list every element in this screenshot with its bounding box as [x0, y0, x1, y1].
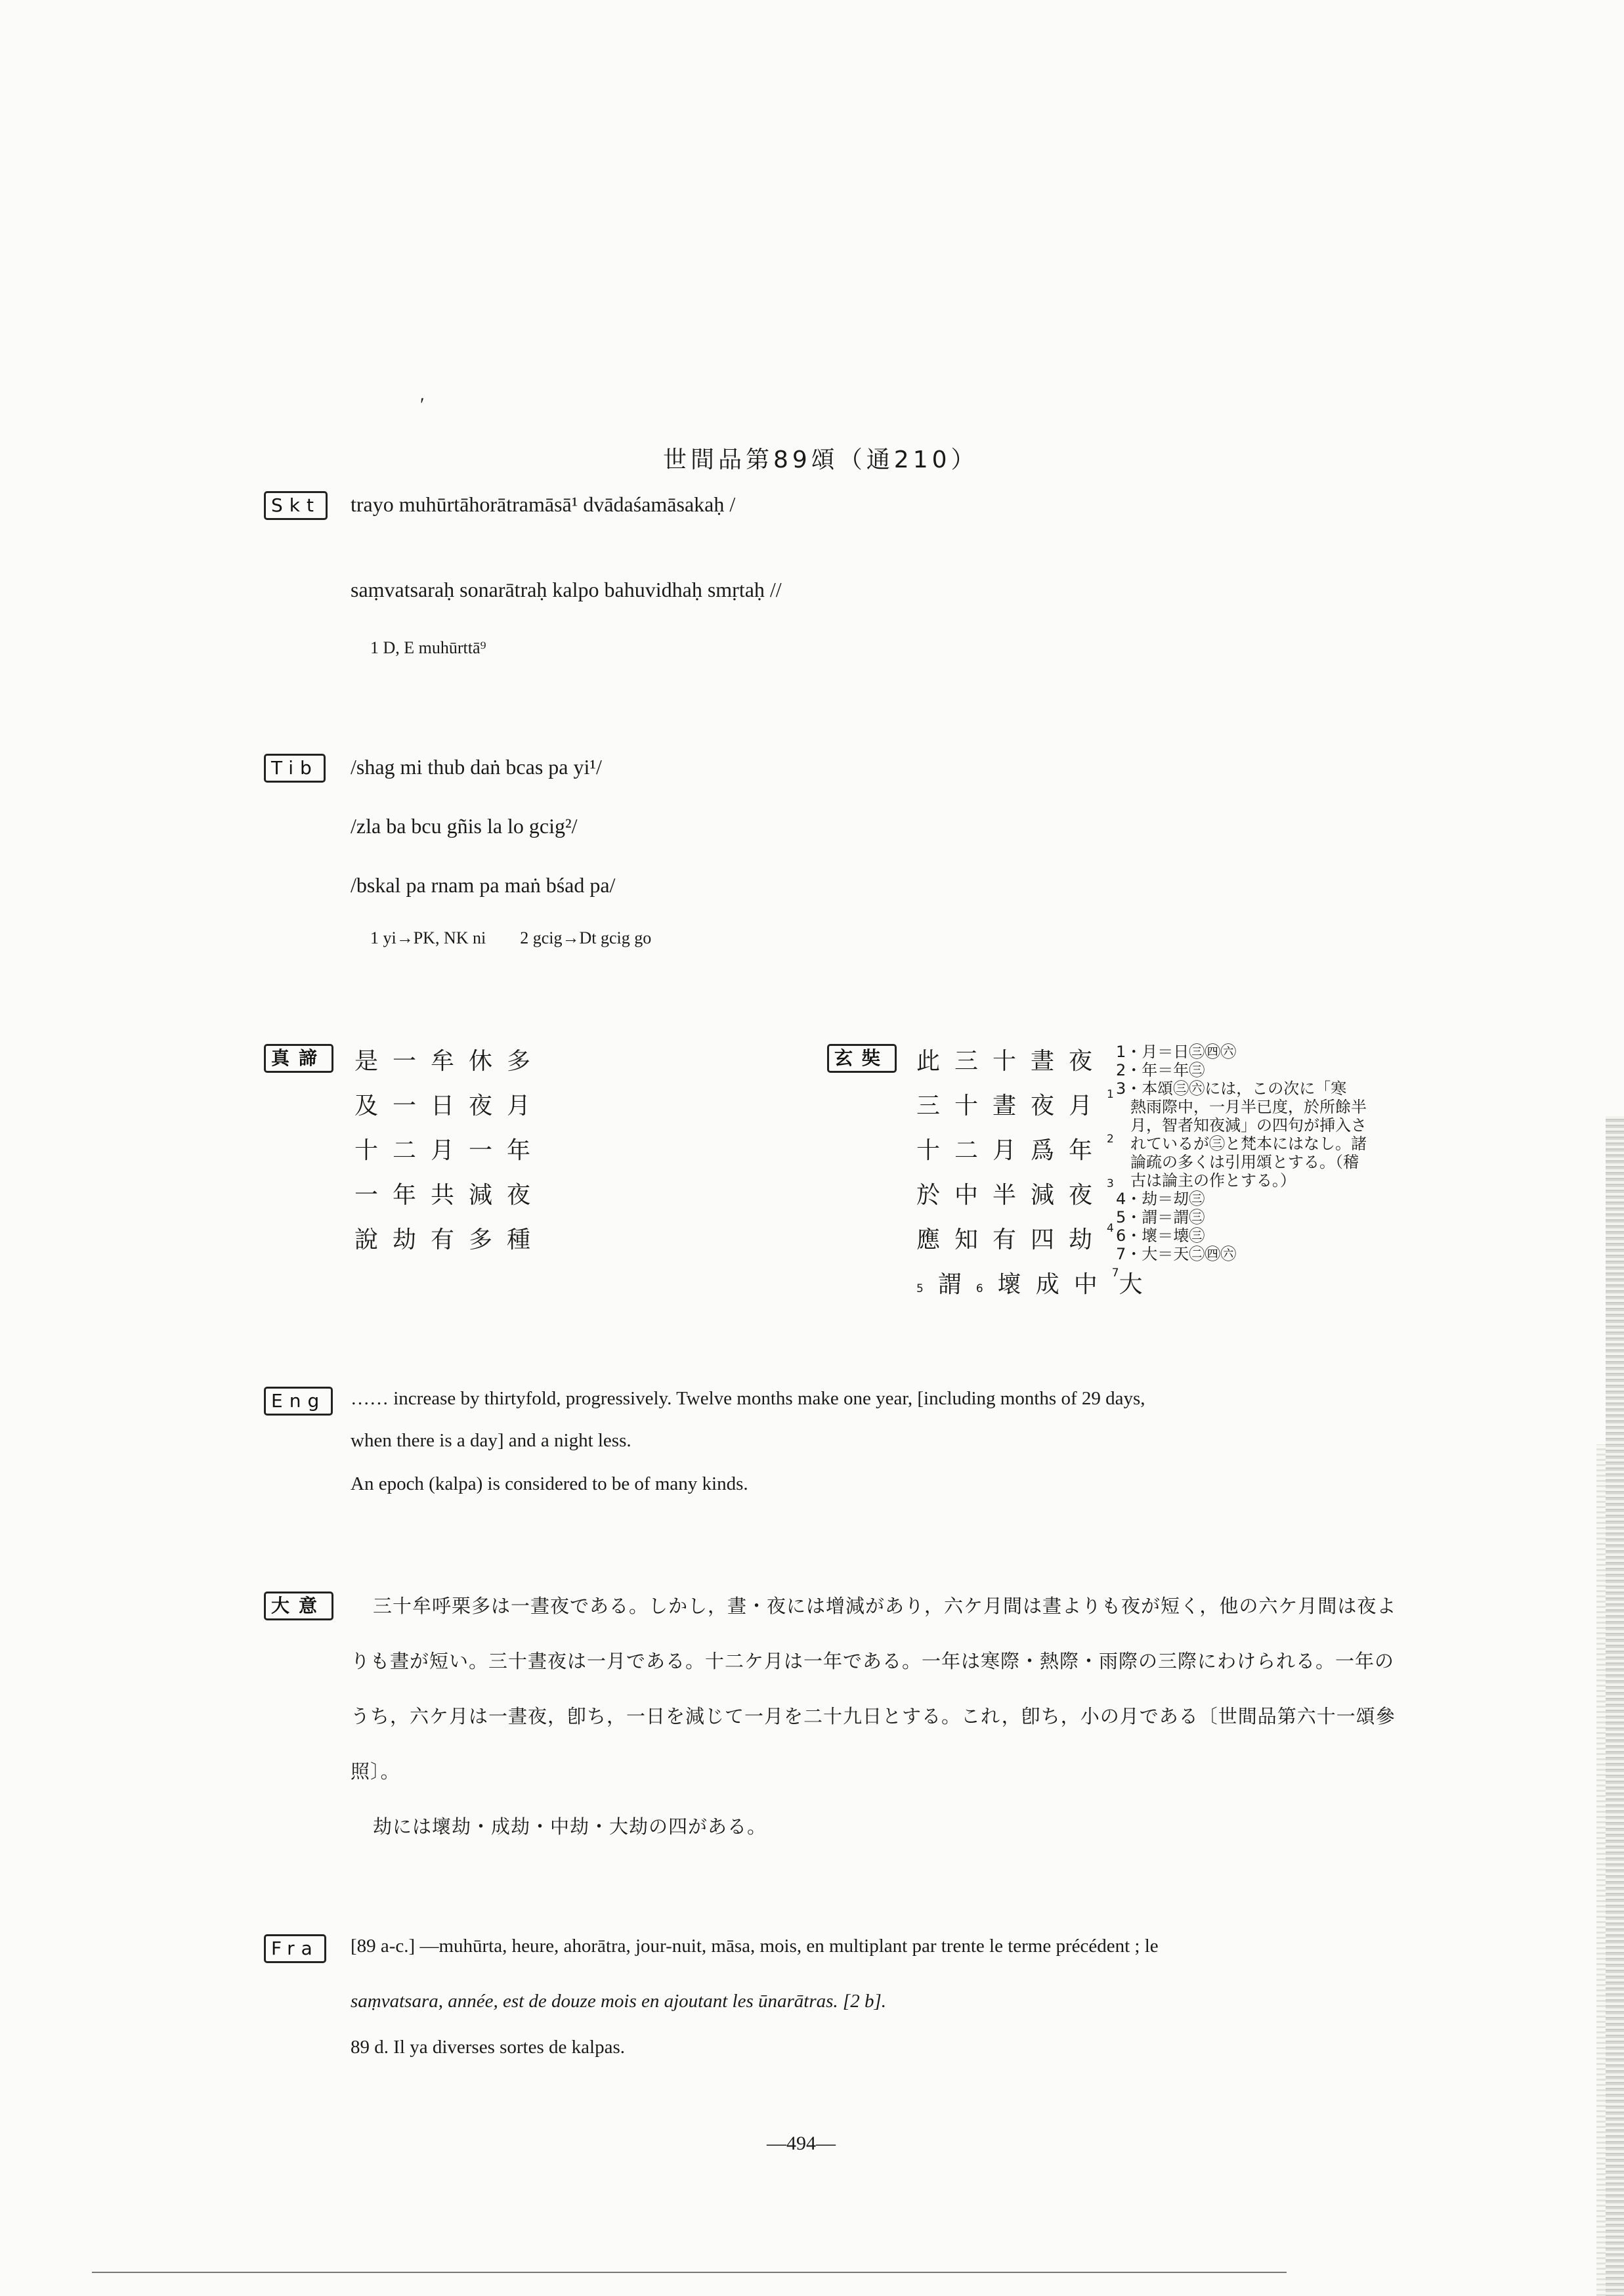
note-ref: 6	[975, 1282, 998, 1295]
skt-note: 1 D, E muhūrttā⁹	[370, 638, 486, 657]
tib-line-3: /bskal pa rnam pa maṅ bśad pa/	[351, 873, 616, 897]
summary-line-5: 劫には壞劫・成劫・中劫・大劫の四がある。	[373, 1815, 767, 1838]
variant-note: 1・月＝日㊂㊃㊅	[1116, 1043, 1237, 1061]
xuanzang-line-1: 此三十晝夜	[916, 1048, 1107, 1075]
variant-note: 2・年＝年㊂	[1116, 1061, 1205, 1079]
variant-note: 論疏の多くは引用頌とする。（稽	[1130, 1153, 1359, 1171]
summary-label: 大意	[264, 1592, 333, 1620]
variant-note: れているが㊂と梵本にはなし。諸	[1130, 1135, 1367, 1153]
tib-line-1: /shag mi thub daṅ bcas pa yi¹/	[351, 755, 602, 779]
xuanzang-line-3: 十二月爲年$^2$	[916, 1133, 1114, 1164]
note-ref: 1	[1107, 1088, 1114, 1101]
variant-notes	[1116, 1043, 1367, 1263]
page-title: 世間品第89頌（通210）	[663, 446, 979, 473]
fra-label: Fra	[264, 1934, 326, 1963]
eng-line-2: when there is a day] and a night less.	[351, 1430, 631, 1451]
skt-line-1: trayo muhūrtāhorātramāsā¹ dvādaśamāsakaḥ /	[351, 492, 736, 516]
paramartha-line-3: 十二月一年	[354, 1137, 545, 1164]
summary-line-3: うち，六ケ月は一晝夜，卽ち，一日を減じて一月を二十九日とする。これ，卽ち，小の月である〔世間品第六十一頌參	[351, 1705, 1396, 1727]
page-number: —494—	[767, 2133, 836, 2154]
xuanzang-line-5: 應知有四劫$^4$	[916, 1222, 1114, 1253]
summary-line-1: 三十牟呼栗多は一晝夜である。しかし，晝・夜には增減があり，六ケ月間は晝よりも夜が短く，他の六ケ月間は夜よ	[373, 1595, 1397, 1617]
skt-line-2: saṃvatsaraḥ sonarātraḥ kalpo bahuvidhaḥ smṛtaḥ //	[351, 578, 782, 601]
variant-note: 熱雨際中，一月半已度，於所餘半	[1130, 1098, 1367, 1116]
note-ref: 7	[1111, 1267, 1119, 1280]
tib-label: Tib	[264, 754, 326, 783]
fra-line-1: [89 a-c.] —muhūrta, heure, ahorātra, jour-nuit, māsa, mois, en multiplant par trente le terme précédent ; le	[351, 1936, 1159, 1957]
note-ref: 5	[916, 1282, 938, 1295]
paramartha-line-4: 一年共減夜	[354, 1182, 545, 1209]
fra-line-3: 89 d. Il ya diverses sortes de kalpas.	[351, 2037, 625, 2058]
variant-note: 7・大＝天㊁㊃㊅	[1116, 1245, 1237, 1263]
xuanzang-line-6: 5謂6壞成中$^7$大	[916, 1267, 1157, 1298]
scan-edge-noise	[1606, 1116, 1624, 2296]
eng-line-3: An epoch (kalpa) is considered to be of many kinds.	[351, 1473, 748, 1494]
fra-line-2: saṃvatsara, année, est de douze mois en ajoutant les ūnarātras. [2 b].	[351, 1991, 886, 2012]
variant-note: 古は論主の作とする。）	[1130, 1171, 1296, 1190]
eng-label: Eng	[264, 1387, 333, 1416]
xuanzang-line-4: 於中半減夜$^3$	[916, 1177, 1114, 1209]
note-ref: 3	[1107, 1177, 1114, 1190]
variant-note: 3・本頌㊂㊅には，この次に「寒	[1116, 1079, 1347, 1098]
skt-label: Skt	[264, 491, 328, 520]
paramartha-label: 真諦	[264, 1044, 333, 1073]
summary-line-2: りも晝が短い。三十晝夜は一月である。十二ケ月は一年である。一年は寒際・熱際・雨際の三際にわけられる。一年の	[351, 1650, 1395, 1672]
note-ref: 4	[1107, 1222, 1114, 1235]
xuanzang-line-2: 三十晝夜月$^1$	[916, 1088, 1114, 1119]
summary-line-4: 照〕。	[351, 1760, 400, 1783]
eng-line-1: …… increase by thirtyfold, progressively. Twelve months make one year, [including months of 29 days,	[351, 1388, 1145, 1409]
tib-note: 1 yi→PK, NK ni 2 gcig→Dt gcig go	[370, 928, 652, 947]
xuanzang-label: 玄奘	[827, 1044, 897, 1073]
variant-note: 月，智者知夜減」の四句が挿入さ	[1130, 1116, 1367, 1135]
paramartha-line-2: 及一日夜月	[354, 1093, 545, 1119]
scan-bottom-rule	[92, 2272, 1287, 2273]
paramartha-line-5: 說劫有多種	[354, 1226, 545, 1253]
tib-line-2: /zla ba bcu gñis la lo gcig²/	[351, 814, 578, 838]
variant-note: 4・劫＝刧㊂	[1116, 1190, 1205, 1208]
paramartha-line-1: 是一牟休多	[354, 1048, 545, 1075]
margin-tick: ʹ	[420, 394, 425, 416]
note-ref: 2	[1107, 1133, 1114, 1146]
scan-edge-shadow	[1596, 1444, 1606, 2296]
variant-note: 6・壞＝壊㊂	[1116, 1226, 1205, 1245]
variant-note: 5・謂＝謂㊂	[1116, 1208, 1205, 1226]
